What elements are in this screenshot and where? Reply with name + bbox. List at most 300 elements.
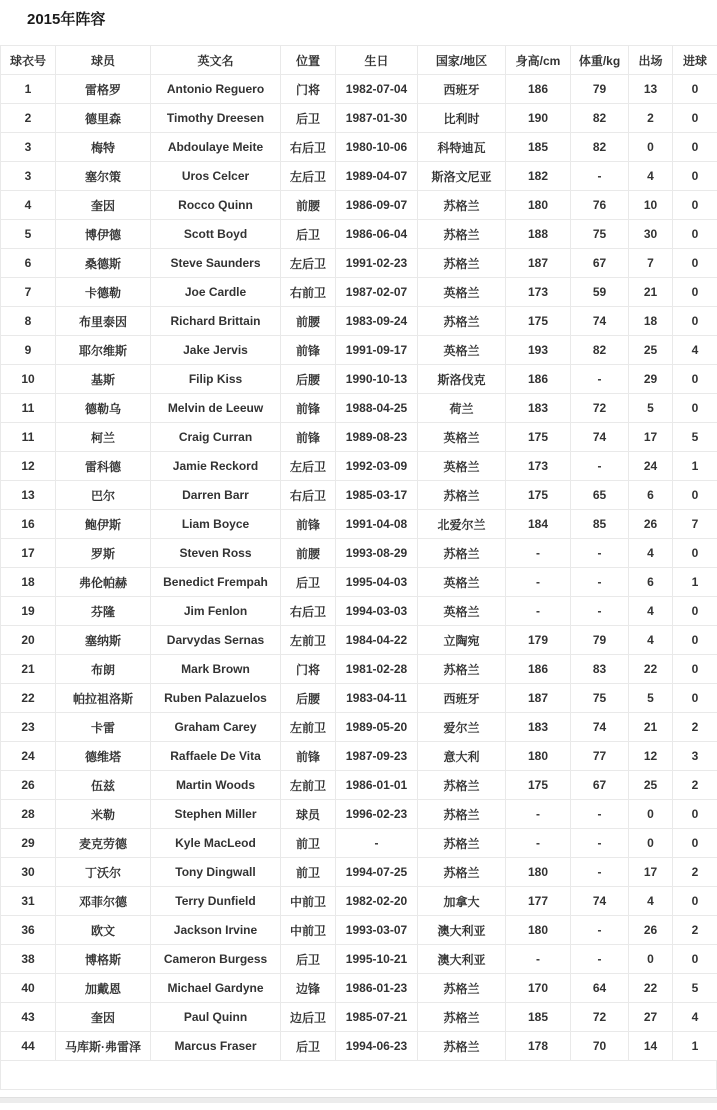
- table-cell: 荷兰: [418, 394, 506, 423]
- table-cell: 17: [629, 858, 673, 887]
- table-cell: 前卫: [281, 829, 336, 858]
- table-cell: 左后卫: [281, 452, 336, 481]
- table-cell: 187: [506, 684, 571, 713]
- table-cell: 9: [1, 336, 56, 365]
- table-cell: Antonio Reguero: [151, 75, 281, 104]
- table-row: [1, 858, 717, 887]
- table-cell: Mark Brown: [151, 655, 281, 684]
- table-cell: 柯兰: [56, 423, 151, 452]
- table-cell: 左前卫: [281, 626, 336, 655]
- table-cell: 186: [506, 75, 571, 104]
- table-cell: 1983-09-24: [336, 307, 418, 336]
- table-cell: 31: [1, 887, 56, 916]
- table-cell: 0: [673, 162, 717, 191]
- table-cell: -: [571, 539, 629, 568]
- table-cell: 65: [571, 481, 629, 510]
- table-cell: 16: [1, 510, 56, 539]
- page-title: 2015年阵容: [27, 9, 717, 30]
- table-cell: 185: [506, 1003, 571, 1032]
- table-cell: 1994-03-03: [336, 597, 418, 626]
- page: [0, 9, 717, 1103]
- table-cell: 180: [506, 858, 571, 887]
- table-cell: 0: [673, 104, 717, 133]
- table-cell: 德里森: [56, 104, 151, 133]
- table-cell: 12: [1, 452, 56, 481]
- table-cell: 82: [571, 336, 629, 365]
- table-cell: 190: [506, 104, 571, 133]
- table-row: [1, 162, 717, 191]
- table-cell: Tony Dingwall: [151, 858, 281, 887]
- table-row: [1, 133, 717, 162]
- table-cell: 5: [673, 423, 717, 452]
- table-cell: 苏格兰: [418, 974, 506, 1003]
- table-cell: 塞尔策: [56, 162, 151, 191]
- table-row: [1, 423, 717, 452]
- header-row: [1, 46, 717, 75]
- table-cell: 苏格兰: [418, 249, 506, 278]
- table-cell: 1992-03-09: [336, 452, 418, 481]
- table-cell: 10: [1, 365, 56, 394]
- table-cell: 183: [506, 713, 571, 742]
- column-header: 身高/cm: [506, 46, 571, 75]
- table-cell: 180: [506, 742, 571, 771]
- table-cell: 北爱尔兰: [418, 510, 506, 539]
- table-cell: 83: [571, 655, 629, 684]
- table-cell: 意大利: [418, 742, 506, 771]
- table-cell: 布里泰因: [56, 307, 151, 336]
- table-cell: 1: [673, 1032, 717, 1061]
- table-row: [1, 336, 717, 365]
- table-cell: 科特迪瓦: [418, 133, 506, 162]
- table-cell: 22: [629, 974, 673, 1003]
- table-cell: 2: [673, 916, 717, 945]
- table-cell: 30: [1, 858, 56, 887]
- table-cell: 欧文: [56, 916, 151, 945]
- table-cell: 3: [1, 133, 56, 162]
- table-cell: 奎因: [56, 1003, 151, 1032]
- table-cell: 4: [629, 597, 673, 626]
- table-cell: 29: [1, 829, 56, 858]
- table-cell: 25: [629, 771, 673, 800]
- table-row: [1, 800, 717, 829]
- table-cell: 前锋: [281, 336, 336, 365]
- table-cell: 22: [629, 655, 673, 684]
- table-cell: 20: [1, 626, 56, 655]
- table-cell: 1981-02-28: [336, 655, 418, 684]
- table-row: [1, 771, 717, 800]
- table-cell: 博伊德: [56, 220, 151, 249]
- table-cell: 170: [506, 974, 571, 1003]
- table-cell: 30: [629, 220, 673, 249]
- table-cell: 0: [629, 800, 673, 829]
- table-cell: 1991-04-08: [336, 510, 418, 539]
- table-cell: 耶尔维斯: [56, 336, 151, 365]
- table-cell: 2: [629, 104, 673, 133]
- table-row: [1, 974, 717, 1003]
- table-row: [1, 655, 717, 684]
- table-cell: 4: [629, 162, 673, 191]
- table-cell: 186: [506, 365, 571, 394]
- table-cell: Darren Barr: [151, 481, 281, 510]
- table-cell: 马库斯·弗雷泽: [56, 1032, 151, 1061]
- column-header: 位置: [281, 46, 336, 75]
- table-cell: 苏格兰: [418, 1032, 506, 1061]
- table-cell: 4: [629, 887, 673, 916]
- table-cell: 1984-04-22: [336, 626, 418, 655]
- table-cell: 188: [506, 220, 571, 249]
- table-cell: -: [506, 597, 571, 626]
- table-cell: 右后卫: [281, 597, 336, 626]
- table-cell: 28: [1, 800, 56, 829]
- table-cell: -: [571, 858, 629, 887]
- table-cell: 11: [1, 394, 56, 423]
- table-cell: 5: [629, 684, 673, 713]
- table-cell: 17: [1, 539, 56, 568]
- table-cell: -: [506, 829, 571, 858]
- table-cell: 0: [673, 220, 717, 249]
- table-cell: 0: [673, 394, 717, 423]
- table-cell: Terry Dunfield: [151, 887, 281, 916]
- table-cell: 82: [571, 104, 629, 133]
- table-cell: 26: [629, 510, 673, 539]
- table-cell: 0: [673, 800, 717, 829]
- table-cell: 67: [571, 249, 629, 278]
- table-cell: 67: [571, 771, 629, 800]
- table-cell: 前锋: [281, 510, 336, 539]
- table-cell: Craig Curran: [151, 423, 281, 452]
- table-row: [1, 307, 717, 336]
- table-row: [1, 1032, 717, 1061]
- table-cell: 右后卫: [281, 481, 336, 510]
- table-cell: 26: [1, 771, 56, 800]
- table-cell: 澳大利亚: [418, 945, 506, 974]
- table-cell: 1987-09-23: [336, 742, 418, 771]
- table-cell: Jake Jervis: [151, 336, 281, 365]
- table-cell: 0: [673, 481, 717, 510]
- table-cell: 2: [673, 771, 717, 800]
- table-cell: 左后卫: [281, 249, 336, 278]
- table-cell: 29: [629, 365, 673, 394]
- table-cell: Stephen Miller: [151, 800, 281, 829]
- table-cell: 0: [673, 626, 717, 655]
- table-cell: 17: [629, 423, 673, 452]
- table-cell: 奎因: [56, 191, 151, 220]
- column-header: 体重/kg: [571, 46, 629, 75]
- table-cell: 1: [673, 452, 717, 481]
- table-cell: Raffaele De Vita: [151, 742, 281, 771]
- table-cell: 1985-03-17: [336, 481, 418, 510]
- table-cell: 丁沃尔: [56, 858, 151, 887]
- table-cell: 1987-01-30: [336, 104, 418, 133]
- table-cell: Steve Saunders: [151, 249, 281, 278]
- table-cell: 西班牙: [418, 75, 506, 104]
- table-cell: 博格斯: [56, 945, 151, 974]
- table-cell: 75: [571, 220, 629, 249]
- table-cell: 前锋: [281, 394, 336, 423]
- table-cell: 6: [629, 481, 673, 510]
- table-cell: -: [506, 800, 571, 829]
- table-cell: 18: [629, 307, 673, 336]
- table-cell: 右后卫: [281, 133, 336, 162]
- table-cell: 77: [571, 742, 629, 771]
- table-cell: Abdoulaye Meite: [151, 133, 281, 162]
- table-row: [1, 568, 717, 597]
- table-cell: Timothy Dreesen: [151, 104, 281, 133]
- table-cell: 13: [1, 481, 56, 510]
- table-cell: 22: [1, 684, 56, 713]
- table-cell: 后卫: [281, 945, 336, 974]
- table-cell: -: [571, 916, 629, 945]
- table-cell: 175: [506, 307, 571, 336]
- table-cell: Joe Cardle: [151, 278, 281, 307]
- table-cell: Scott Boyd: [151, 220, 281, 249]
- table-cell: 1994-06-23: [336, 1032, 418, 1061]
- table-row: [1, 278, 717, 307]
- table-cell: 1993-03-07: [336, 916, 418, 945]
- table-row: [1, 191, 717, 220]
- table-cell: 178: [506, 1032, 571, 1061]
- table-cell: 21: [1, 655, 56, 684]
- table-cell: 1988-04-25: [336, 394, 418, 423]
- table-cell: 前锋: [281, 423, 336, 452]
- table-cell: 左前卫: [281, 713, 336, 742]
- table-cell: 8: [1, 307, 56, 336]
- table-cell: 1986-06-04: [336, 220, 418, 249]
- table-cell: 0: [673, 684, 717, 713]
- table-cell: 帕拉祖洛斯: [56, 684, 151, 713]
- bottom-section-divider: [0, 1097, 717, 1103]
- table-cell: Uros Celcer: [151, 162, 281, 191]
- table-cell: 1991-09-17: [336, 336, 418, 365]
- table-cell: 1991-02-23: [336, 249, 418, 278]
- column-header: 球员: [56, 46, 151, 75]
- table-cell: -: [571, 597, 629, 626]
- table-cell: 英格兰: [418, 452, 506, 481]
- table-cell: 爱尔兰: [418, 713, 506, 742]
- table-cell: 14: [629, 1032, 673, 1061]
- table-cell: 5: [629, 394, 673, 423]
- table-row: [1, 887, 717, 916]
- column-header: 生日: [336, 46, 418, 75]
- table-cell: 1995-10-21: [336, 945, 418, 974]
- table-cell: 斯洛伐克: [418, 365, 506, 394]
- table-cell: 后卫: [281, 568, 336, 597]
- table-cell: 85: [571, 510, 629, 539]
- table-cell: 弗伦帕赫: [56, 568, 151, 597]
- table-cell: 0: [629, 945, 673, 974]
- table-cell: 雷格罗: [56, 75, 151, 104]
- table-cell: 74: [571, 423, 629, 452]
- table-cell: 1987-02-07: [336, 278, 418, 307]
- table-cell: 74: [571, 713, 629, 742]
- column-header: 球衣号: [1, 46, 56, 75]
- table-cell: Ruben Palazuelos: [151, 684, 281, 713]
- table-cell: 德勒乌: [56, 394, 151, 423]
- table-cell: 82: [571, 133, 629, 162]
- table-cell: -: [571, 162, 629, 191]
- table-cell: 1989-08-23: [336, 423, 418, 452]
- table-cell: 175: [506, 423, 571, 452]
- table-cell: 1995-04-03: [336, 568, 418, 597]
- table-row: [1, 249, 717, 278]
- table-cell: Paul Quinn: [151, 1003, 281, 1032]
- table-cell: Jamie Reckord: [151, 452, 281, 481]
- table-cell: Darvydas Sernas: [151, 626, 281, 655]
- table-cell: 基斯: [56, 365, 151, 394]
- table-cell: 0: [673, 249, 717, 278]
- table-cell: -: [571, 829, 629, 858]
- table-cell: 21: [629, 278, 673, 307]
- table-cell: 鲍伊斯: [56, 510, 151, 539]
- table-cell: 7: [629, 249, 673, 278]
- table-row: [1, 104, 717, 133]
- table-cell: Liam Boyce: [151, 510, 281, 539]
- table-cell: 斯洛文尼亚: [418, 162, 506, 191]
- table-cell: 苏格兰: [418, 539, 506, 568]
- table-cell: 后卫: [281, 104, 336, 133]
- table-cell: 苏格兰: [418, 829, 506, 858]
- table-cell: 后腰: [281, 365, 336, 394]
- table-cell: 门将: [281, 655, 336, 684]
- table-cell: 1989-05-20: [336, 713, 418, 742]
- table-cell: 0: [673, 191, 717, 220]
- table-cell: 13: [629, 75, 673, 104]
- table-cell: 186: [506, 655, 571, 684]
- table-cell: 雷科德: [56, 452, 151, 481]
- table-cell: 前腰: [281, 539, 336, 568]
- table-cell: 193: [506, 336, 571, 365]
- table-row: [1, 220, 717, 249]
- table-cell: 175: [506, 771, 571, 800]
- table-cell: 1: [673, 568, 717, 597]
- table-cell: 184: [506, 510, 571, 539]
- table-cell: 左前卫: [281, 771, 336, 800]
- table-row: [1, 481, 717, 510]
- table-cell: Michael Gardyne: [151, 974, 281, 1003]
- table-cell: Jim Fenlon: [151, 597, 281, 626]
- table-cell: 前卫: [281, 858, 336, 887]
- table-cell: 0: [673, 829, 717, 858]
- table-cell: 18: [1, 568, 56, 597]
- table-cell: 173: [506, 452, 571, 481]
- table-cell: -: [506, 945, 571, 974]
- table-cell: 0: [629, 133, 673, 162]
- table-cell: 0: [673, 597, 717, 626]
- table-cell: -: [336, 829, 418, 858]
- table-cell: 1982-07-04: [336, 75, 418, 104]
- table-cell: 球员: [281, 800, 336, 829]
- table-cell: 40: [1, 974, 56, 1003]
- table-row: [1, 742, 717, 771]
- table-cell: 1994-07-25: [336, 858, 418, 887]
- table-cell: 36: [1, 916, 56, 945]
- table-cell: 79: [571, 75, 629, 104]
- table-cell: 英格兰: [418, 278, 506, 307]
- table-cell: 4: [629, 626, 673, 655]
- table-cell: 中前卫: [281, 916, 336, 945]
- table-cell: 边锋: [281, 974, 336, 1003]
- table-cell: 巴尔: [56, 481, 151, 510]
- table-cell: 桑德斯: [56, 249, 151, 278]
- table-row: [1, 945, 717, 974]
- table-cell: 英格兰: [418, 568, 506, 597]
- table-cell: 185: [506, 133, 571, 162]
- table-cell: 177: [506, 887, 571, 916]
- table-cell: Cameron Burgess: [151, 945, 281, 974]
- table-cell: Steven Ross: [151, 539, 281, 568]
- table-cell: 79: [571, 626, 629, 655]
- table-cell: 76: [571, 191, 629, 220]
- table-cell: 1990-10-13: [336, 365, 418, 394]
- table-cell: Martin Woods: [151, 771, 281, 800]
- table-row: [1, 539, 717, 568]
- table-cell: 179: [506, 626, 571, 655]
- table-cell: 1986-01-23: [336, 974, 418, 1003]
- table-cell: 苏格兰: [418, 771, 506, 800]
- table-cell: 邓菲尔德: [56, 887, 151, 916]
- table-cell: 1980-10-06: [336, 133, 418, 162]
- table-cell: 1: [1, 75, 56, 104]
- table-cell: 1982-02-20: [336, 887, 418, 916]
- table-cell: 173: [506, 278, 571, 307]
- table-cell: 175: [506, 481, 571, 510]
- table-header: [1, 46, 717, 75]
- table-cell: 182: [506, 162, 571, 191]
- table-cell: 1985-07-21: [336, 1003, 418, 1032]
- table-row: [1, 365, 717, 394]
- table-cell: 0: [673, 278, 717, 307]
- table-cell: -: [571, 452, 629, 481]
- table-cell: 卡雷: [56, 713, 151, 742]
- squad-table: [0, 45, 717, 1061]
- table-cell: 2: [673, 713, 717, 742]
- table-cell: 4: [629, 539, 673, 568]
- table-cell: 米勒: [56, 800, 151, 829]
- table-cell: 苏格兰: [418, 858, 506, 887]
- table-cell: 1996-02-23: [336, 800, 418, 829]
- table-cell: 梅特: [56, 133, 151, 162]
- table-cell: 1983-04-11: [336, 684, 418, 713]
- table-cell: -: [506, 568, 571, 597]
- table-cell: 38: [1, 945, 56, 974]
- table-cell: 塞纳斯: [56, 626, 151, 655]
- table-cell: Jackson Irvine: [151, 916, 281, 945]
- table-cell: 74: [571, 307, 629, 336]
- table-cell: 0: [673, 655, 717, 684]
- table-cell: 64: [571, 974, 629, 1003]
- table-cell: 德维塔: [56, 742, 151, 771]
- table-cell: 右前卫: [281, 278, 336, 307]
- table-cell: 英格兰: [418, 423, 506, 452]
- table-cell: 7: [673, 510, 717, 539]
- table-cell: 7: [1, 278, 56, 307]
- table-cell: 芬隆: [56, 597, 151, 626]
- table-cell: 后卫: [281, 1032, 336, 1061]
- table-cell: 0: [673, 365, 717, 394]
- table-cell: -: [571, 365, 629, 394]
- table-cell: 麦克劳德: [56, 829, 151, 858]
- table-cell: 比利时: [418, 104, 506, 133]
- table-cell: 4: [673, 336, 717, 365]
- table-cell: 19: [1, 597, 56, 626]
- table-cell: Marcus Fraser: [151, 1032, 281, 1061]
- table-cell: 后腰: [281, 684, 336, 713]
- table-cell: 苏格兰: [418, 481, 506, 510]
- table-cell: 1989-04-07: [336, 162, 418, 191]
- table-cell: 25: [629, 336, 673, 365]
- table-cell: 苏格兰: [418, 800, 506, 829]
- table-cell: 苏格兰: [418, 191, 506, 220]
